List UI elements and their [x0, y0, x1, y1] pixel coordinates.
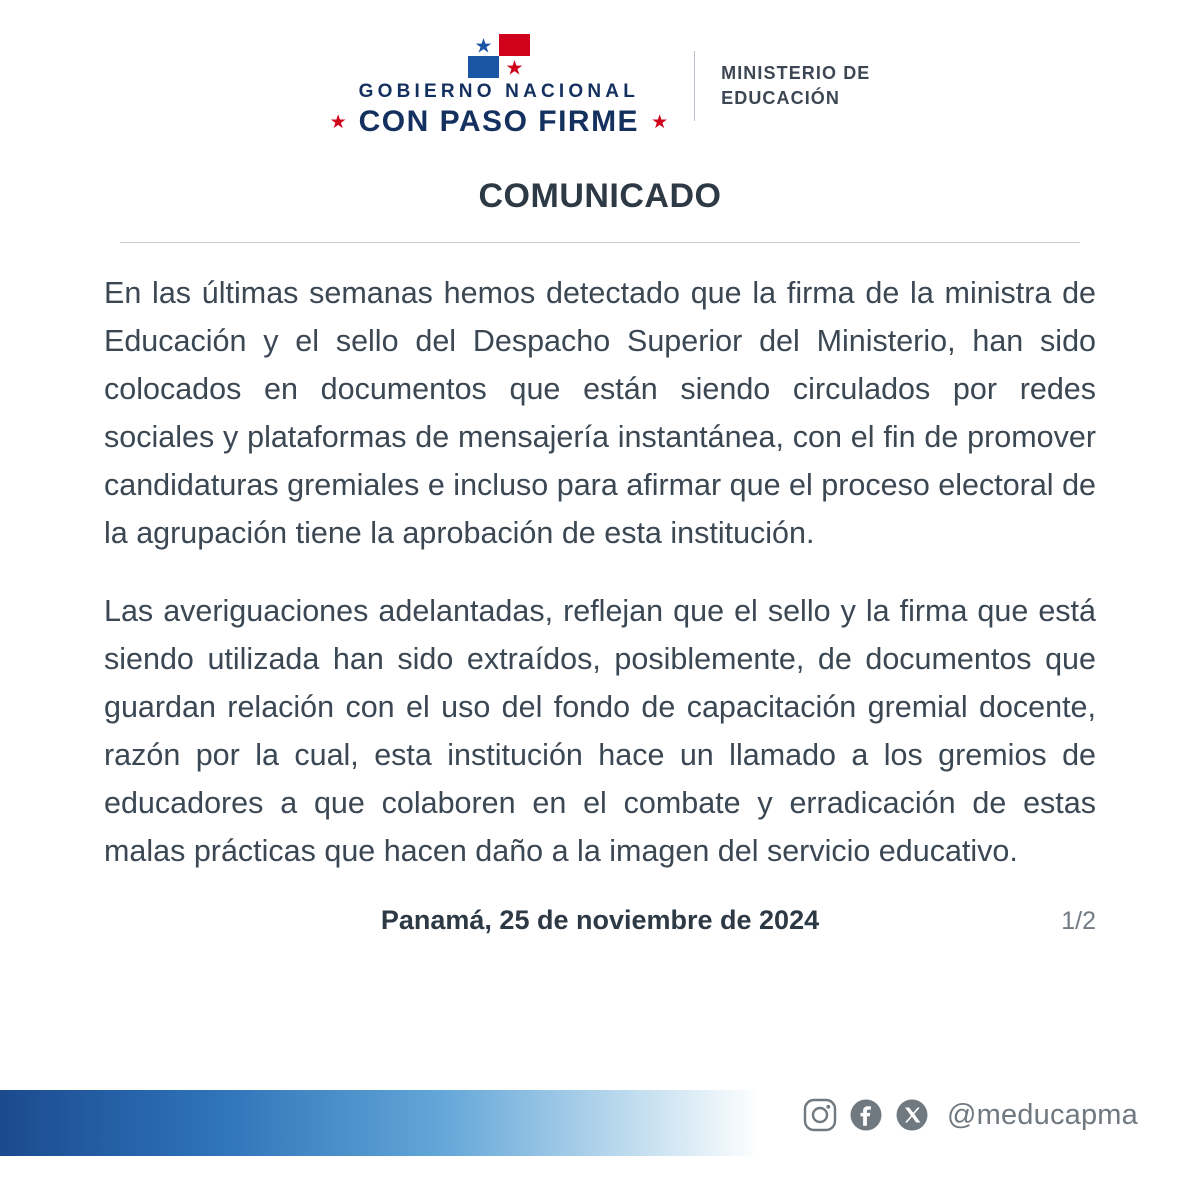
header-divider — [694, 51, 695, 121]
paragraph: En las últimas semanas hemos detectado que la firma de la ministra de Educación y el sello del Despacho Superior del Ministerio, han sido colocados en documentos que están siendo circulados por redes sociales y plataformas de mensajería instantánea, con el fin de promover candidaturas gremiales e incluso para afirmar que el proceso electoral de la agrupación tiene la aprobación de esta institución. — [104, 276, 1096, 550]
social-handle[interactable]: @meducapma — [946, 1098, 1138, 1131]
paragraph: Las averiguaciones adelantadas, reflejan que el sello y la firma que está siendo utilizada han sido extraídos, posiblemente, de documentos que guardan relación con el uso del fondo de capacitación gremial docente, razón por la cual, esta institución hace un llamado a los gremios de educadores a que colaboren en el combate y erradicación de estas malas prácticas que hacen daño a la imagen del servicio educativo. — [104, 594, 1096, 868]
government-brand — [330, 34, 669, 137]
document-footer — [104, 905, 1096, 945]
brand-line-1: GOBIERNO NACIONAL — [358, 81, 640, 102]
page-number: 1/2 — [1061, 907, 1096, 935]
page-title: COMUNICADO — [478, 177, 722, 215]
instagram-icon[interactable] — [803, 1098, 837, 1132]
ministry-line-2: EDUCACIÓN — [721, 87, 841, 108]
place-and-date: Panamá, 25 de noviembre de 2024 — [380, 905, 820, 935]
brand-line-2: CON PASO FIRME — [358, 105, 640, 138]
x-twitter-icon[interactable] — [895, 1098, 929, 1132]
star-icon: ★ — [329, 111, 347, 133]
panama-flag-icon — [468, 34, 530, 78]
gradient-stripe — [0, 1090, 760, 1156]
star-icon: ★ — [651, 111, 669, 133]
bottom-bar — [0, 1090, 1200, 1200]
brand-line-2-row — [330, 107, 669, 137]
facebook-icon[interactable] — [849, 1098, 883, 1132]
ministry-name — [721, 61, 870, 110]
header — [0, 0, 1200, 137]
social-links[interactable] — [803, 1098, 1138, 1132]
document-body — [104, 243, 1096, 875]
ministry-line-1: MINISTERIO DE — [721, 63, 871, 84]
